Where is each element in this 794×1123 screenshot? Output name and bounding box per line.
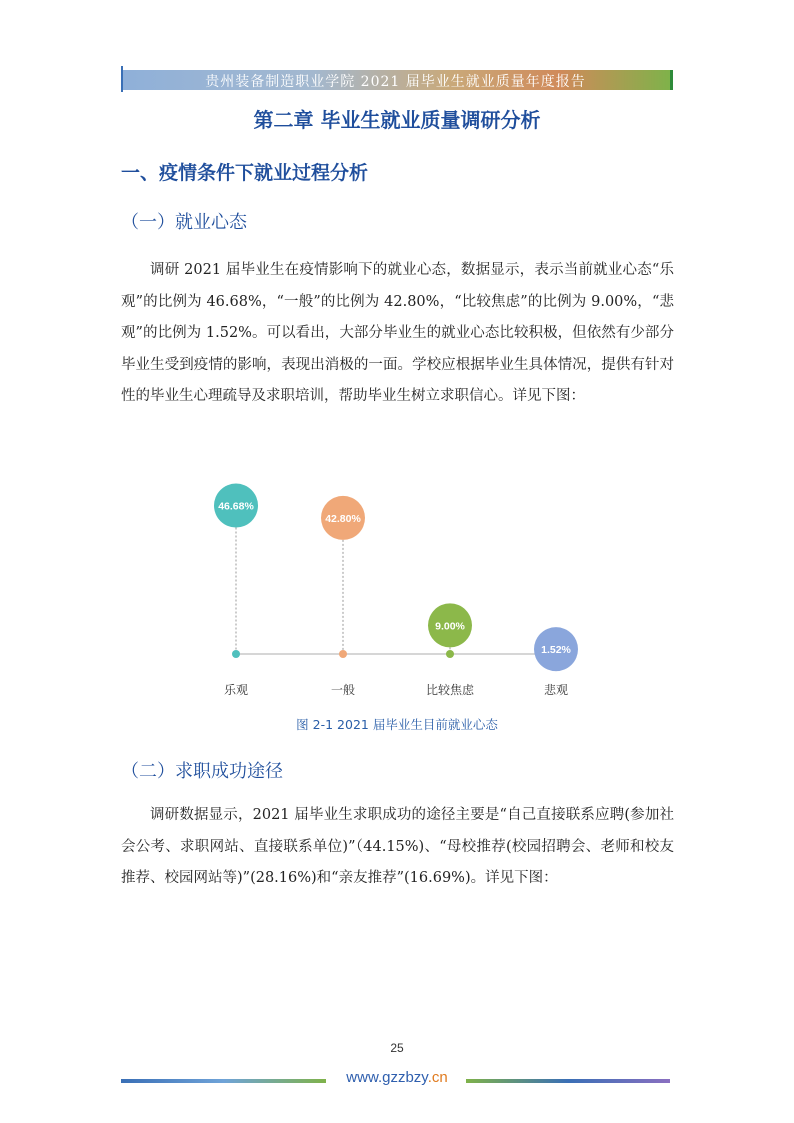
chapter-title: 第二章 毕业生就业质量调研分析 [253,108,541,132]
chart-category-label-2: 比较焦虑 [425,683,475,697]
chart-category-label-0: 乐观 [223,683,249,697]
chart-base-dot-1 [339,650,347,658]
footer-website [333,1069,461,1086]
chart-base-dot-2 [446,650,454,658]
footer-url-tld: .cn [427,1069,448,1086]
subsection-heading-mindset: （一）就业心态 [121,212,247,233]
footer-url-domain: www.gzzbzy [346,1069,428,1086]
header-title: 贵州装备制造职业学院 2021 届毕业生就业质量年度报告 [205,74,586,90]
subsection-heading-job-channels: （二）求职成功途径 [121,761,283,782]
paragraph-mindset: 调研 2021 届毕业生在疫情影响下的就业心态，数据显示，表示当前就业心态“乐观”的比例为 46.68%，“一般”的比例为 42.80%，“比较焦虑”的比例为 9.00%，“悲观”的比例为 1.52%。可以看出，大部分毕业生的就业心态比较积极，但依然有少部分毕业生受到疫情的影响，表现出消极的一面。学校应根据毕业生具体情况，提供有针对性的毕业生心理疏导及求职培训，帮助毕业生树立求职信心。详见下图： [121,262,674,404]
footer-divider-right [466,1079,670,1083]
chart-category-label-3: 悲观 [543,683,569,697]
header-banner [121,70,673,90]
mindset-chart [180,460,620,710]
section-heading: 一、疫情条件下就业过程分析 [121,162,369,184]
paragraph-job-channels: 调研数据显示，2021 届毕业生求职成功的途径主要是“自己直接联系应聘(参加社会公考、求职网站、直接联系单位)”（44.15%)、“母校推荐(校园招聘会、老师和校友推荐、校园网站等)”(28.16%)和“亲友推荐”(16.69%)。详见下图： [121,807,674,886]
chart-value-label-3: 1.52% [541,644,571,657]
chart-base-dot-0 [232,650,240,658]
page-number: 25 [390,1041,404,1055]
chart-value-label-1: 42.80% [325,512,361,525]
figure-caption: 图 2-1 2021 届毕业生目前就业心态 [296,717,498,732]
chart-value-label-2: 9.00% [435,620,465,633]
chart-category-label-1: 一般 [330,683,356,697]
chart-value-label-0: 46.68% [218,500,254,513]
footer-divider-left [121,1079,326,1083]
